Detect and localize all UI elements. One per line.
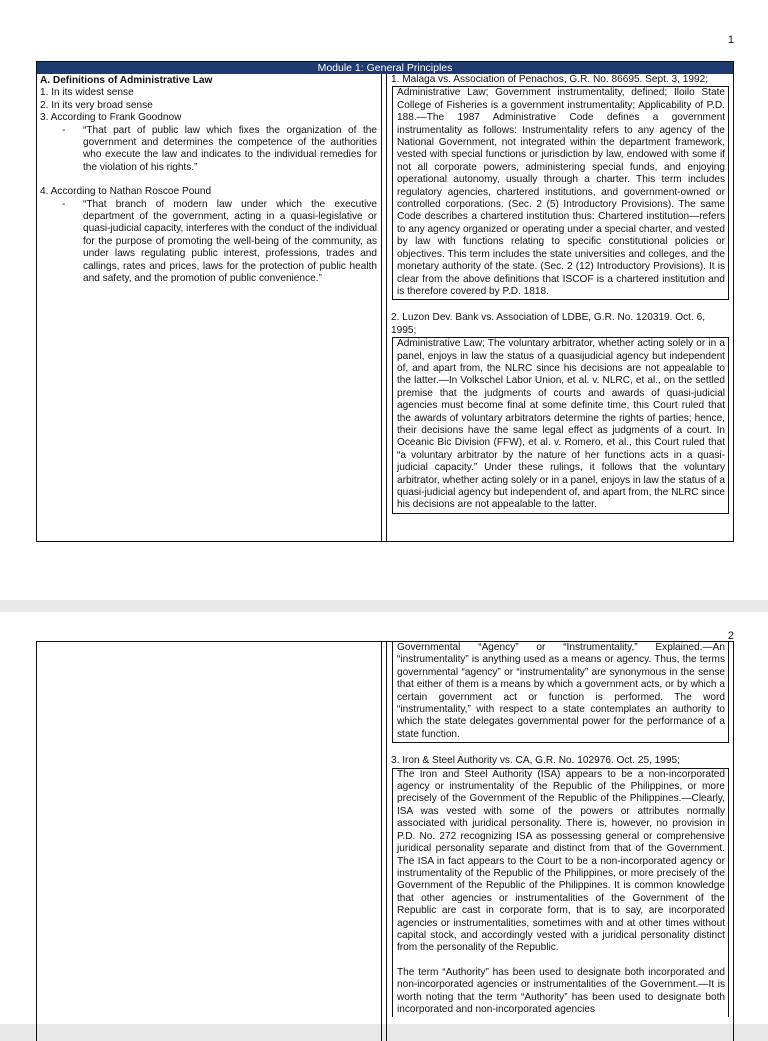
case-body: The Iron and Steel Authority (ISA) appears to be a non-incorporated agency or instrumentality of the Republic of the Philippines, or more precisely of the Government of the Republic of the Philippines.—Clearly, ISA was vested with some of the powers or attributes normally associated with juridical personality. There is, however, no provision in P.D. No. 272 recognizing ISA as possessing general or comprehensive juridical personality separate and distinct from that of the Government. The ISA in fact appears to the Court to be a non-incorporated agency or instrumentality of the Republic of the Philippines, or more precisely of the Government of the Republic of the Philippines. It is common knowledge that other agencies or instrumentalities of the Government of the Republic are cast in corporate form, that is to say, are incorporated agencies or instrumentalities, sometimes with and at other times without capital stock, and accordingly vested with a juridical personality distinct from the personality of the Republic.: [397, 768, 725, 954]
goodnow-definition: [40, 125, 377, 175]
cases-column: [390, 642, 733, 1041]
page-number: 2: [727, 630, 734, 642]
definitions-column: [37, 642, 382, 1041]
content-table: [36, 61, 734, 542]
case-body: The term “Authority” has been used to designate both incorporated and non-incorporated agencies or instrumentalities of the Government.—It is worth noting that the term “Authority” has been used to designate both incorporated and non-incorporated agencies: [397, 966, 725, 1015]
quote-text: “That branch of modern law under which the executive department of the government, acting in a quasi-legislative or quasi-judicial capacity, interferes with the conduct of the individual for the purpose of promoting the well-being of the community, as under laws regulating public interest, professions, trades and callings, rates and prices, laws for the protection of public health and safety, and the promotion of public convenience.”: [83, 198, 377, 285]
list-item: 3. According to Frank Goodnow: [40, 112, 182, 124]
case-body: Governmental “Agency” or “Instrumentality,” Explained.—An “instrumentality” is anything used as a means or agency. Thus, the terms governmental “agency” or “instrumentality” are synonymous in the sense that either of them is a means by which a government acts, or by which a certain government act or function is performed. The word “instrumentality,” with respect to a state contemplates an authority to which the state delegates governmental power for the performance of a state function.: [397, 642, 725, 740]
case-title: 2. Luzon Dev. Bank vs. Association of LDBE, G.R. No. 120319. Oct. 6, 1995;: [391, 312, 705, 336]
document-page-2: [0, 612, 768, 1024]
section-heading: A. Definitions of Administrative Law: [40, 75, 213, 86]
case-body: Administrative Law; Government instrumentality, defined; Iloilo State College of Fisheries is a government instrumentality; Applicability of P.D. 188.—The 1987 Administrative Code defines a government instrumentality as follows: Instrumentality refers to any agency of the National Government, not integrated within the department framework, vested with special functions or jurisdiction by law, endowed with some if not all corporate powers, administering special funds, and enjoying operational autonomy, usually through a charter. This term includes regulatory agencies, chartered institutions, and government-owned or controlled corporations. (Sec. 2 (5) Introductory Provisions). The same Code describes a chartered institution thus: Chartered institution—refers to any agency organized or operating under a special charter, and vested by law with functions relating to specific constitutional policies or objectives. This term includes the state universities and colleges, and the monetary authority of the state. (Sec. 2 (12) Introductory Provisions). It is clear from the above definitions that ISCOF is a chartered institution and is therefore covered by P.D. 1818.: [397, 87, 725, 297]
case-body: Administrative Law; The voluntary arbitrator, whether acting solely or in a panel, enjoys in law the status of a quasijudicial agency but independent of, and apart from, the NLRC since his decisions are not appealable to the latter.—In Volkschel Labor Union, et al. v. NLRC, et al., on the settled premise that the judgments of courts and awards of quasi-judicial agencies must become final at some definite time, this Court ruled that the awards of voluntary arbitrators determine the rights of parties; hence, their decisions have the same legal effect as judgments of a court. In Oceanic Bic Division (FFW), et al. v. Romero, et al., this Court ruled that “a voluntary arbitrator by the nature of her functions acts in a quasi-judicial capacity.” Under these rulings, it follows that the voluntary arbitrator, whether acting solely or in a panel, enjoys in law the status of a quasi-judicial agency but independent of, and apart from, the NLRC since his decisions are not appealable to the latter.: [397, 338, 725, 511]
pound-definition: [40, 199, 377, 286]
list-item: 4. According to Nathan Roscoe Pound: [40, 186, 212, 198]
case-digest: [392, 86, 729, 300]
definitions-column: [37, 74, 382, 541]
case-title: 3. Iron & Steel Authority vs. CA, G.R. No. 102976. Oct. 25, 1995;: [391, 755, 680, 767]
case-digest: [392, 768, 729, 1018]
content-table: [36, 641, 734, 1041]
bullet-dash: -: [62, 198, 66, 210]
quote-text: “That part of public law which fixes the organization of the government and determines the competence of the authorities who execute the law and indicates to the individual remedies for the violation of his rights.”: [83, 124, 377, 173]
cases-column: [390, 74, 733, 541]
page-number: 1: [727, 34, 734, 46]
module-title: Module 1: General Principles: [37, 62, 733, 74]
case-title: 1. Malaga vs. Association of Penachos, G.R. No. 86695. Sept. 3, 1992;: [391, 74, 709, 85]
case-digest: [392, 337, 729, 514]
bullet-dash: -: [62, 124, 66, 136]
case-digest-continued: [392, 642, 729, 743]
list-item: 1. In its widest sense: [40, 87, 134, 99]
list-item: 2. In its very broad sense: [40, 99, 153, 111]
